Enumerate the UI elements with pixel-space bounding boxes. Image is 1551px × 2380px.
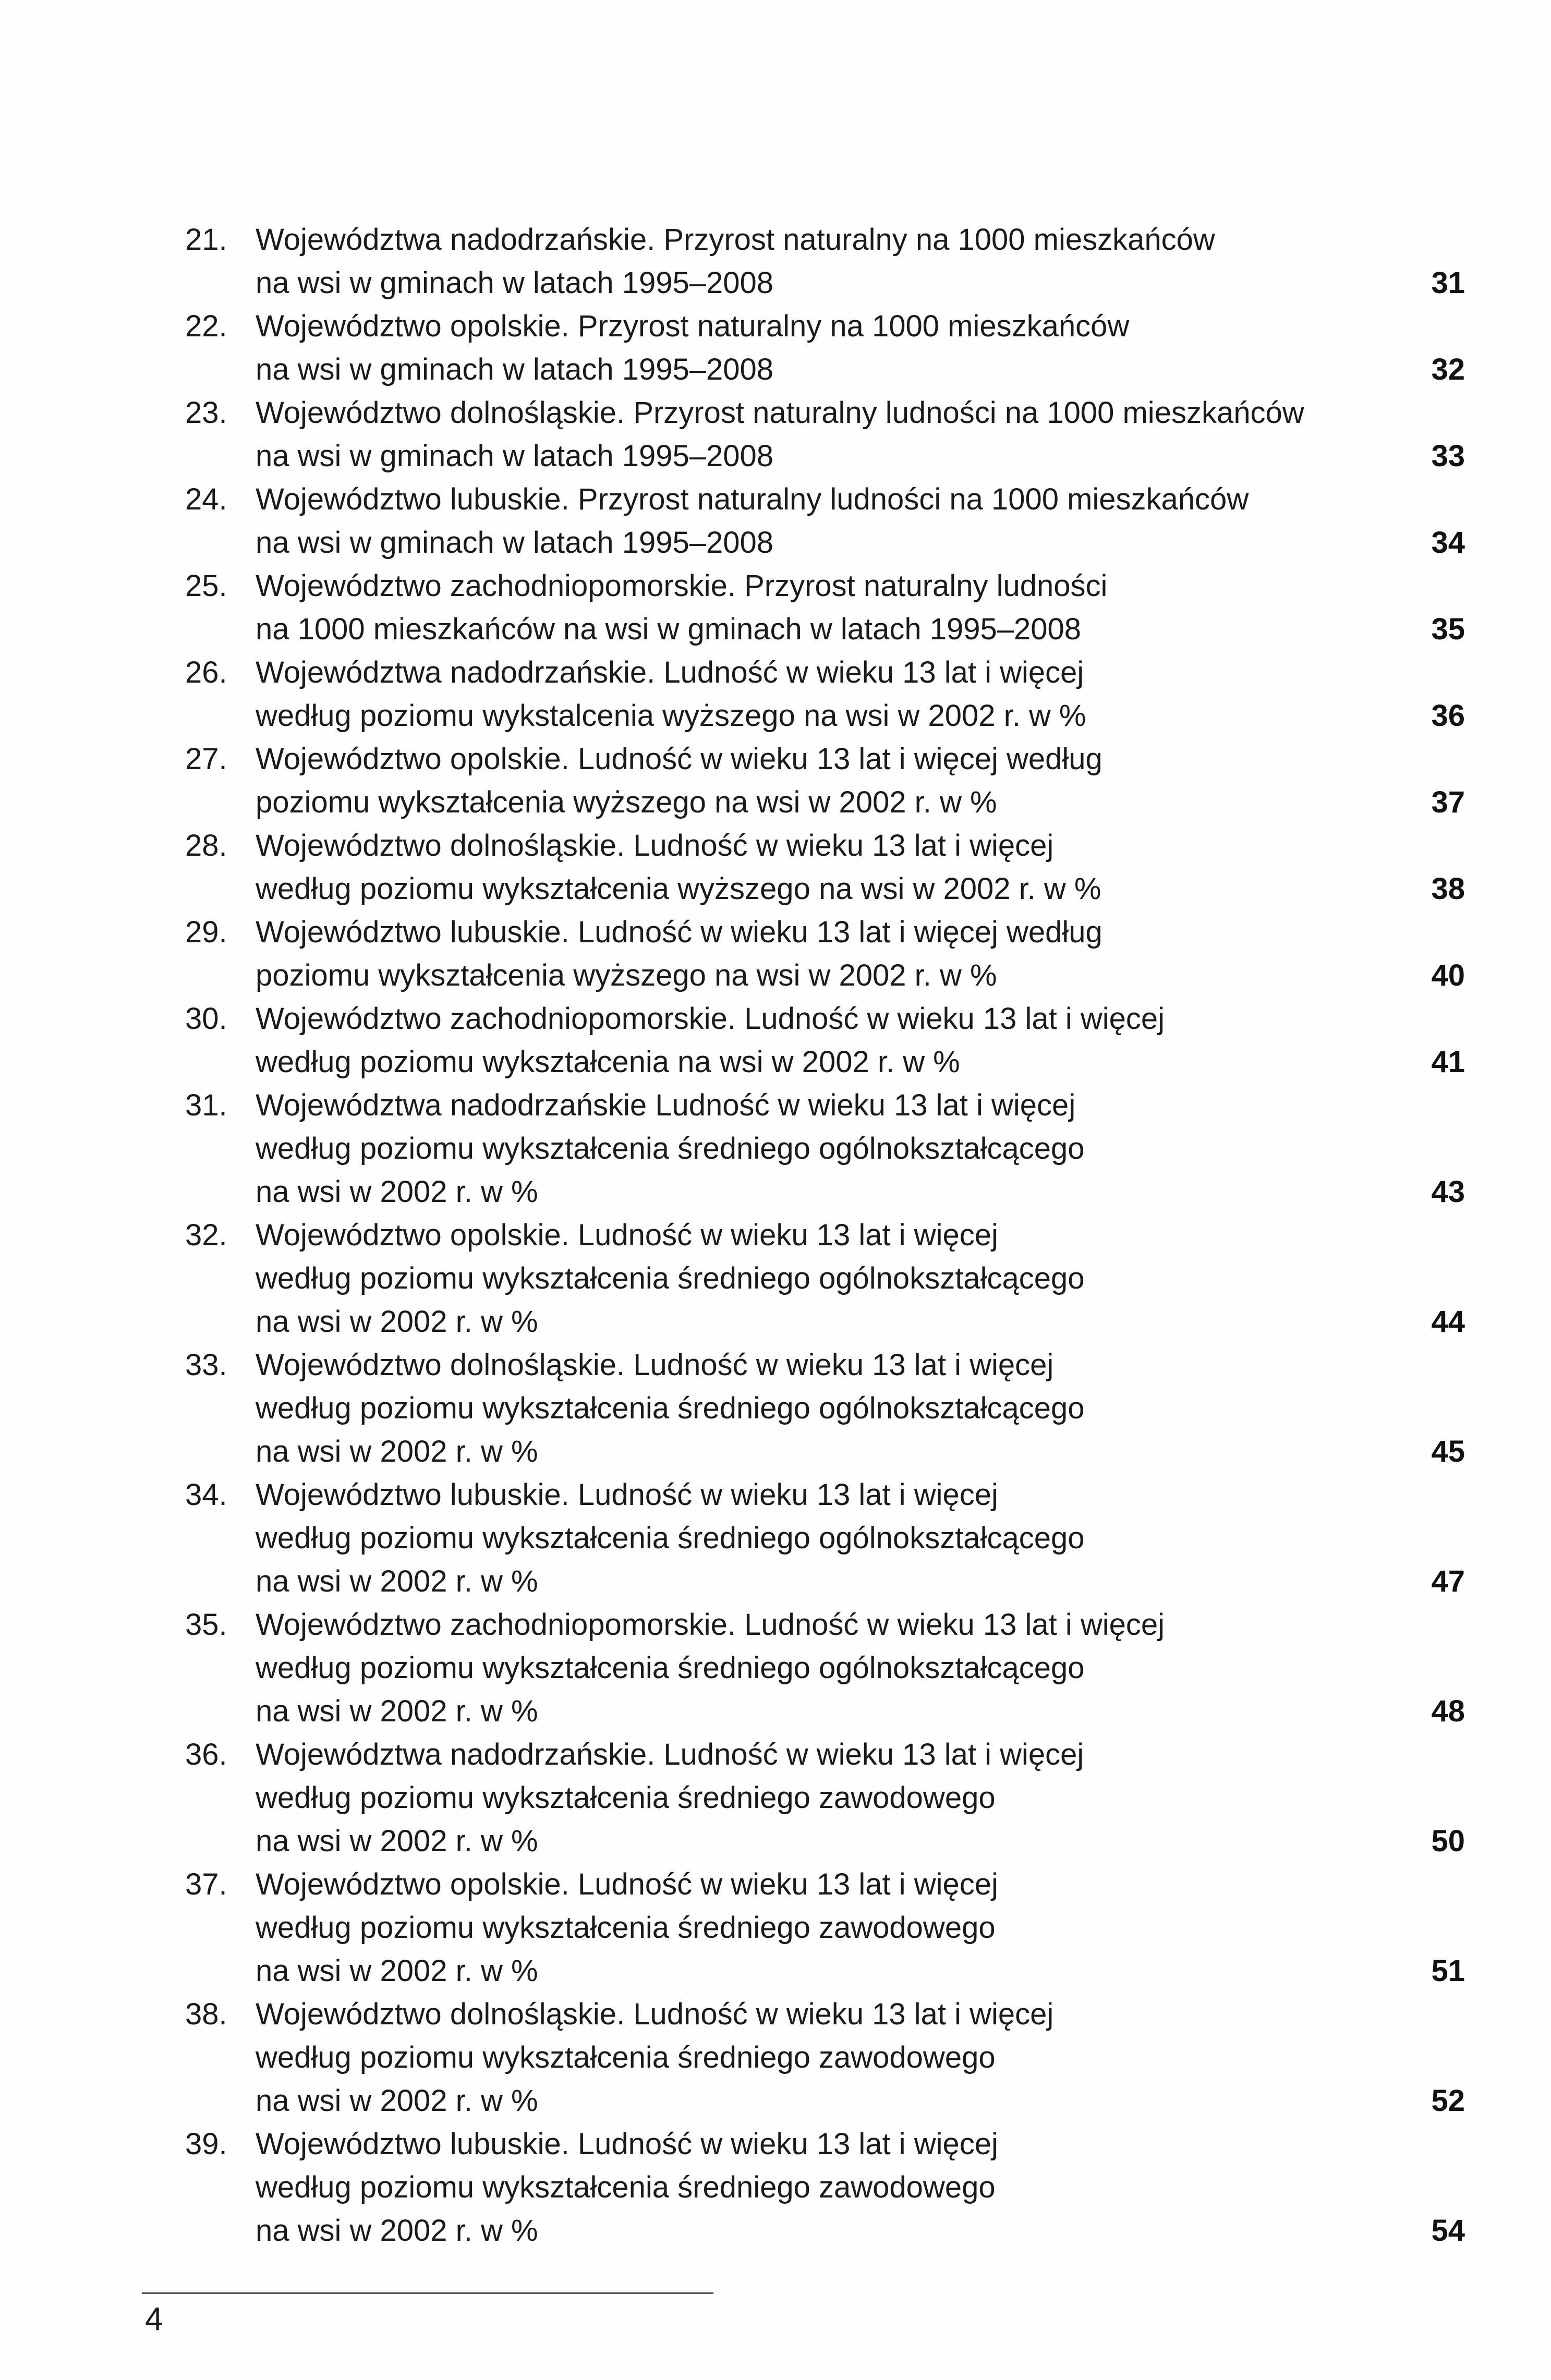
entry-text: na wsi w gminach w latach 1995–2008 — [256, 439, 774, 473]
entry-number: 27. — [185, 742, 227, 776]
footer-rule — [142, 2292, 713, 2294]
entry-text: według poziomu wykształcenia średniego zawodowego — [256, 1781, 996, 1815]
entry-text: według poziomu wykształcenia średniego ogólnokształcącego — [256, 1391, 1085, 1425]
entry-text: Województwo opolskie. Ludność w wieku 13 lat i więcej — [256, 1867, 998, 1901]
entry-text: Województwo zachodniopomorskie. Przyrost naturalny ludności — [256, 569, 1108, 603]
entry-text: Województwo lubuskie. Ludność w wieku 13 lat i więcej — [256, 2127, 998, 2161]
entry-text: Województwa nadodrzańskie. Ludność w wieku 13 lat i więcej — [256, 1738, 1084, 1771]
entry-text: na wsi w 2002 r. w % — [256, 1954, 538, 1988]
toc-entry — [185, 737, 1465, 824]
entry-page: 37 — [1431, 785, 1465, 819]
entry-text: Województwa nadodrzańskie Ludność w wieku 13 lat i więcej — [256, 1088, 1076, 1122]
entry-number: 30. — [185, 1002, 227, 1036]
toc-entry — [185, 1084, 1465, 1213]
entry-text: Województwa nadodrzańskie. Ludność w wieku 13 lat i więcej — [256, 655, 1084, 689]
entry-page: 43 — [1431, 1175, 1465, 1209]
entry-number: 25. — [185, 569, 227, 603]
entry-page: 54 — [1431, 2214, 1465, 2248]
toc-entry — [185, 1473, 1465, 1603]
entry-text: na wsi w 2002 r. w % — [256, 1824, 538, 1858]
entry-page: 33 — [1431, 439, 1465, 473]
entry-text: na 1000 mieszkańców na wsi w gminach w latach 1995–2008 — [256, 612, 1082, 646]
entry-number: 31. — [185, 1088, 227, 1122]
entry-page: 40 — [1431, 958, 1465, 992]
entry-page: 51 — [1431, 1954, 1465, 1988]
entry-page: 47 — [1431, 1564, 1465, 1598]
toc-entry — [185, 218, 1465, 305]
entry-text: na wsi w 2002 r. w % — [256, 1175, 538, 1209]
entry-page: 48 — [1431, 1694, 1465, 1728]
entry-text: na wsi w 2002 r. w % — [256, 1564, 538, 1598]
entry-text: według poziomu wykształcenia na wsi w 2002 r. w % — [256, 1045, 960, 1079]
entry-text: Województwo opolskie. Przyrost naturalny na 1000 mieszkańców — [256, 309, 1130, 343]
entry-text: Województwa nadodrzańskie. Przyrost naturalny na 1000 mieszkańców — [256, 223, 1215, 257]
entry-text: według poziomu wykształcenia średniego zawodowego — [256, 1911, 996, 1945]
entry-page: 34 — [1431, 526, 1465, 560]
toc-entry — [185, 478, 1465, 564]
toc-entry — [185, 2122, 1465, 2252]
entry-text: według poziomu wykształcenia średniego zawodowego — [256, 2170, 996, 2204]
toc-entry — [185, 1993, 1465, 2122]
entry-text: na wsi w 2002 r. w % — [256, 1435, 538, 1468]
entry-number: 33. — [185, 1348, 227, 1382]
entry-text: według poziomu wykształcenia średniego zawodowego — [256, 2041, 996, 2074]
entry-page: 38 — [1431, 872, 1465, 906]
entry-number: 29. — [185, 915, 227, 949]
entry-text: Województwo opolskie. Ludność w wieku 13 lat i więcej — [256, 1218, 998, 1252]
toc-entry — [185, 1733, 1465, 1863]
entry-page: 35 — [1431, 612, 1465, 646]
entry-page: 50 — [1431, 1824, 1465, 1858]
entry-text: Województwo dolnośląskie. Ludność w wieku 13 lat i więcej — [256, 829, 1054, 863]
entry-number: 32. — [185, 1218, 227, 1252]
entry-number: 23. — [185, 396, 227, 430]
entry-text: na wsi w gminach w latach 1995–2008 — [256, 266, 774, 300]
entry-text: Województwo dolnośląskie. Ludność w wieku 13 lat i więcej — [256, 1348, 1054, 1382]
entry-page: 36 — [1431, 699, 1465, 733]
entry-text: na wsi w 2002 r. w % — [256, 1694, 538, 1728]
entry-text: według poziomu wykształcenia średniego ogólnokształcącego — [256, 1261, 1085, 1295]
toc-entry — [185, 651, 1465, 737]
toc-entry — [185, 1213, 1465, 1343]
entry-page: 31 — [1431, 266, 1465, 300]
toc-entry — [185, 391, 1465, 478]
entry-text: na wsi w gminach w latach 1995–2008 — [256, 353, 774, 386]
entry-text: na wsi w 2002 r. w % — [256, 2084, 538, 2118]
entry-text: na wsi w 2002 r. w % — [256, 1305, 538, 1339]
entry-text: poziomu wykształcenia wyższego na wsi w 2002 r. w % — [256, 958, 997, 992]
entry-text: według poziomu wykształcenia wyższego na wsi w 2002 r. w % — [256, 872, 1101, 906]
toc-entry — [185, 997, 1465, 1084]
entry-text: Województwo dolnośląskie. Ludność w wieku 13 lat i więcej — [256, 1997, 1054, 2031]
entry-number: 39. — [185, 2127, 227, 2161]
entry-page: 41 — [1431, 1045, 1465, 1079]
entry-text: według poziomu wykstalcenia wyższego na wsi w 2002 r. w % — [256, 699, 1086, 733]
toc-entry — [185, 564, 1465, 651]
toc-entry — [185, 910, 1465, 997]
entry-number: 38. — [185, 1997, 227, 2031]
toc-entry — [185, 305, 1465, 391]
entry-number: 37. — [185, 1867, 227, 1901]
entry-page: 32 — [1431, 353, 1465, 386]
toc-entry — [185, 1603, 1465, 1733]
entry-text: Województwo opolskie. Ludność w wieku 13 lat i więcej według — [256, 742, 1102, 776]
toc-entry — [185, 1863, 1465, 1993]
toc-entry — [185, 824, 1465, 910]
entry-number: 35. — [185, 1608, 227, 1642]
entry-text: Województwo lubuskie. Ludność w wieku 13 lat i więcej — [256, 1478, 998, 1512]
entry-number: 22. — [185, 309, 227, 343]
entry-page: 52 — [1431, 2084, 1465, 2118]
entry-number: 34. — [185, 1478, 227, 1512]
table-of-contents — [185, 218, 1465, 2252]
entry-text: na wsi w 2002 r. w % — [256, 2214, 538, 2248]
entry-page: 44 — [1431, 1305, 1465, 1339]
entry-text: według poziomu wykształcenia średniego ogólnokształcącego — [256, 1132, 1085, 1165]
entry-text: Województwo lubuskie. Ludność w wieku 13 lat i więcej według — [256, 915, 1102, 949]
toc-entry — [185, 1343, 1465, 1473]
entry-text: poziomu wykształcenia wyższego na wsi w 2002 r. w % — [256, 785, 997, 819]
entry-number: 28. — [185, 829, 227, 863]
entry-number: 36. — [185, 1738, 227, 1771]
entry-text: na wsi w gminach w latach 1995–2008 — [256, 526, 774, 560]
entry-text: według poziomu wykształcenia średniego ogólnokształcącego — [256, 1651, 1085, 1685]
entry-text: Województwo lubuskie. Przyrost naturalny ludności na 1000 mieszkańców — [256, 482, 1249, 516]
entry-text: Województwo dolnośląskie. Przyrost naturalny ludności na 1000 mieszkańców — [256, 396, 1304, 430]
entry-text: Województwo zachodniopomorskie. Ludność w wieku 13 lat i więcej — [256, 1608, 1165, 1642]
entry-text: Województwo zachodniopomorskie. Ludność w wieku 13 lat i więcej — [256, 1002, 1165, 1036]
entry-number: 21. — [185, 223, 227, 257]
entry-page: 45 — [1431, 1435, 1465, 1468]
entry-text: według poziomu wykształcenia średniego ogólnokształcącego — [256, 1521, 1085, 1555]
entry-number: 26. — [185, 655, 227, 689]
page-number-footer: 4 — [145, 2301, 163, 2337]
entry-number: 24. — [185, 482, 227, 516]
